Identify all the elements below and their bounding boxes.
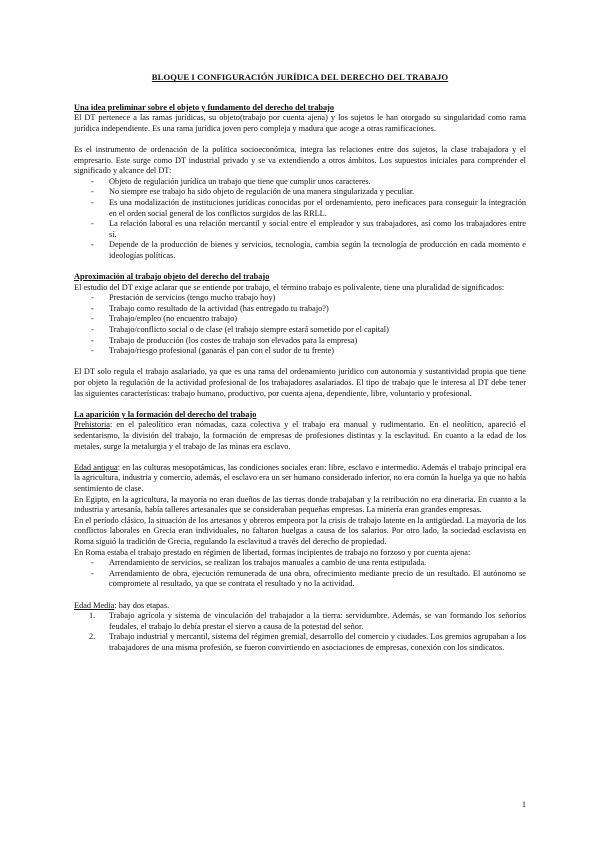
dash-marker: - bbox=[91, 240, 94, 250]
list-item-text: No siempre ese trabajo ha sido objeto de regulación de una manera singularizada y peculiar. bbox=[109, 187, 415, 197]
paragraph-roma: En Roma estaba el trabajo prestado en régimen de libertad, formas incipientes de trabajo no forzoso y por cuenta ajena: bbox=[74, 547, 471, 557]
bullet-list-significados bbox=[74, 293, 526, 357]
list-item-text: Trabajo agrícola y sistema de vinculación del trabajador a la tierra: servidumbre. Además, se van formando los señoríos feudales, el trabajo lo debía prestar el siervo a causa de la potestad del señor. bbox=[109, 611, 526, 631]
list-item-text: Depende de la producción de bienes y servicios, tecnología, cambia según la tecnología de producción en cada momento e ideologías políticas. bbox=[109, 240, 526, 260]
list-item-text: La relación laboral es una relación mercantil y social entre el empleador y sus trabajadores, así como los trabajadores entre sí. bbox=[109, 219, 526, 239]
numbered-list-edad-media bbox=[74, 611, 526, 653]
dash-marker: - bbox=[91, 314, 94, 324]
dash-marker: - bbox=[91, 303, 94, 313]
paragraph-text: : en las culturas mesopotámicas, las condiciones sociales eran: libre, esclavo e intermedio. Además el trabajo principal era la agricultura, industria y comercio, además, el esclavo era un ser humano considerado inferior, no era común la huelga ya que no había sentimiento de clase. bbox=[74, 462, 526, 493]
paragraph-egipto: En Egipto, en la agricultura, la mayoría no eran dueños de las tierras donde trabajaban y la retribución no era dineraria. En cuanto a la industria y artesanía, había talleres artesanales que se consideraban pequeñas empresas. La minería eran grandes empresas. bbox=[74, 494, 526, 515]
era-label-antigua: Edad antigua bbox=[74, 462, 118, 472]
list-item bbox=[74, 198, 526, 219]
dash-marker: - bbox=[91, 176, 94, 186]
dash-marker: - bbox=[91, 219, 94, 229]
list-item-text: Es una modalización de instituciones jurídicas conocidas por el ordenamiento, pero ineficaces para conseguir la integración en el orden social general de los conflictos surgidos de las RRLL. bbox=[109, 197, 526, 218]
dash-marker: - bbox=[91, 187, 94, 197]
document-title: BLOQUE I CONFIGURACIÓN JURÍDICA DEL DERECHO DEL TRABAJO bbox=[151, 72, 449, 82]
section-heading-objeto: Una idea preliminar sobre el objeto y fundamento del derecho del trabajo bbox=[74, 102, 335, 112]
era-label-media: Edad Media bbox=[74, 600, 115, 610]
list-item bbox=[74, 177, 526, 188]
dash-marker: - bbox=[91, 197, 94, 207]
paragraph-edad-media bbox=[74, 601, 526, 612]
list-item-text: Trabajo como resultado de la actividad (has entregado tu trabajo?) bbox=[109, 303, 329, 313]
section-heading-aproximacion: Aproximación al trabajo objeto del derecho del trabajo bbox=[74, 272, 270, 282]
list-item-text: Objeto de regulación jurídica un trabajo que tiene que cumplir unos caracteres. bbox=[109, 176, 371, 186]
dash-marker: - bbox=[91, 325, 94, 335]
number-marker: 1. bbox=[89, 611, 96, 621]
dash-marker: - bbox=[91, 346, 94, 356]
paragraph: El DT solo regula el trabajo asalariado, ya que es una rama del ordenamiento jurídico con autonomía y sustantividad propia que tiene por objeto la regulación de la actividad profesional de los trabajadores asalariados. El tipo de trabajo que le interesa al DT debe tener las siguientes características: trabajo humano, productivo, por cuenta ajena, dependiente, libre, voluntario y profesional. bbox=[74, 367, 526, 398]
number-marker: 2. bbox=[89, 632, 96, 642]
list-item bbox=[74, 293, 526, 304]
list-item bbox=[74, 569, 526, 590]
list-item-text: Prestación de servicios (tengo mucho trabajo hoy) bbox=[109, 293, 276, 303]
page-number: 1 bbox=[521, 800, 526, 809]
list-item bbox=[74, 219, 526, 240]
page-content bbox=[74, 72, 526, 653]
era-label-prehistoria: Prehistoria bbox=[74, 420, 110, 430]
list-item-text: Trabajo industrial y mercantil, sistema del régimen gremial, desarrollo del comercio y ciudades. Los gremios agrupaban a los trabajadores de una misma profesión, se fueron convirtiendo en asociaciones de empresas, conexión con los sindicatos. bbox=[109, 632, 526, 652]
list-item bbox=[74, 325, 526, 336]
bullet-list-roma bbox=[74, 558, 526, 590]
list-item bbox=[74, 314, 526, 325]
paragraph: Es el instrumento de ordenación de la política socioeconómica, integra las relaciones entre dos sujetos, la clase trabajadora y el empresario. Este surge como DT industrial privado y se va extendiendo a otros ámbitos. Los supuestos iniciales para comprender el significado y alcance del DT: bbox=[74, 144, 526, 176]
paragraph-clasico: En el período clásico, la situación de los artesanos y obreros empeora por la crisis de trabajo latente en la antigüedad. La mayoría de los conflictos laborales en Grecia eran individuales, no faltaron huelgas a causa de los salarios. Por otro lado, la sociedad esclavista en Roma siguió la tradición de Grecia, regulando la esclavitud a través del derecho de propiedad. bbox=[74, 515, 526, 546]
list-item bbox=[74, 187, 526, 198]
bullet-list-dt bbox=[74, 177, 526, 262]
list-item-text: Trabajo/riesgo profesional (ganarás el pan con el sudor de tu frente) bbox=[109, 346, 335, 356]
list-item bbox=[74, 632, 526, 653]
paragraph-text: : hay dos etapas. bbox=[114, 600, 170, 610]
list-item-text: Arrendamiento de obra, ejecución remunerada de una obra, ofrecimiento mediante precio de un resultado. El autónomo se compromete al resultado, ya que se contrata el resultado y no la actividad. bbox=[109, 568, 526, 589]
list-item bbox=[74, 304, 526, 315]
paragraph: El estudio del DT exige aclarar que se entiende por trabajo, el término trabajo es polivalente, tiene una pluralidad de significados: bbox=[74, 282, 505, 292]
paragraph: El DT pertenece a las ramas jurídicas, su objeto(trabajo por cuenta ajena) y los sujetos le han otorgado su singularidad como rama jurídica independiente. Es una rama jurídica joven pero compleja y madura que acoge a otras ramificaciones. bbox=[74, 113, 526, 133]
list-item-text: Arrendamiento de servicios, se realizan los trabajos manuales a cambio de una renta estipulada. bbox=[109, 558, 427, 568]
dash-marker: - bbox=[91, 335, 94, 345]
list-item bbox=[74, 611, 526, 632]
paragraph-prehistoria bbox=[74, 420, 526, 452]
paragraph-edad-antigua bbox=[74, 463, 526, 495]
dash-marker: - bbox=[91, 568, 94, 578]
paragraph-text: : en el paleolítico eran nómadas, caza colectiva y el trabajo era manual y rudimentario. En el neolítico, apareció el sedentarismo, la división del trabajo, la formación de empresas de profesiones distintas y la esclavitud. En cuanto a la edad de los metales, surge la metalurgia y el trabajo de las minas era esclavo. bbox=[74, 420, 526, 451]
list-item-text: Trabajo/empleo (no encuentro trabajo) bbox=[109, 314, 238, 324]
dash-marker: - bbox=[91, 558, 94, 568]
list-item bbox=[74, 346, 526, 357]
section-heading-aparicion: La aparición y la formación del derecho del trabajo bbox=[74, 409, 257, 419]
dash-marker: - bbox=[91, 293, 94, 303]
list-item-text: Trabajo de producción (los costes de trabajo son elevados para la empresa) bbox=[109, 335, 358, 345]
list-item bbox=[74, 558, 526, 569]
list-item bbox=[74, 336, 526, 347]
list-item-text: Trabajo/conflicto social o de clase (el trabajo siempre estará sometido por el capital) bbox=[109, 325, 389, 335]
list-item bbox=[74, 240, 526, 261]
